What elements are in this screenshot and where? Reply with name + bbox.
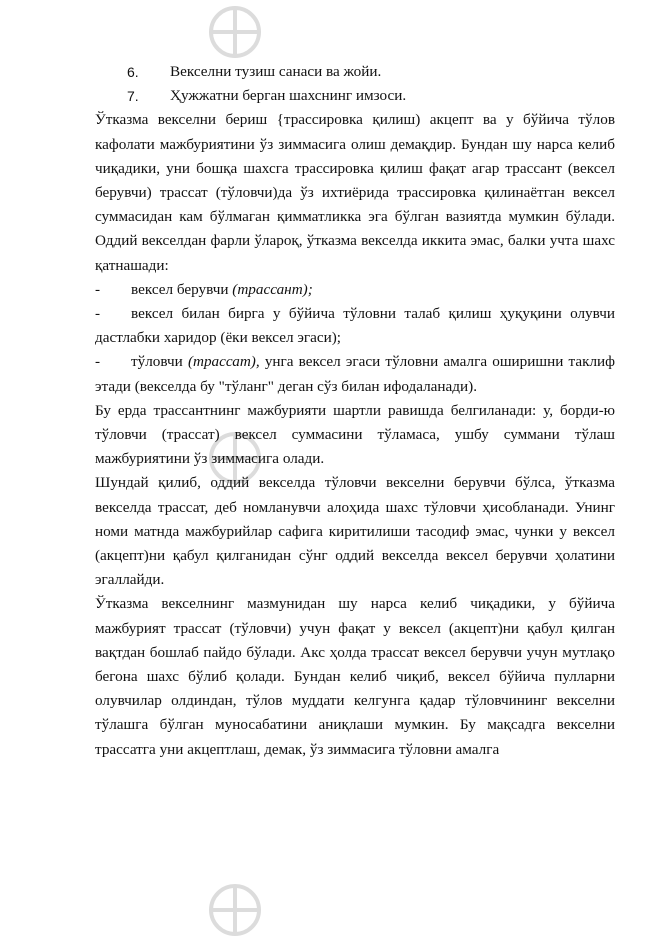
document-body [95,60,615,762]
list-item-text: тўловчи [131,353,188,371]
list-item-trassant [95,278,615,302]
watermark-logo-icon [205,2,265,62]
numbered-item-6 [95,60,615,84]
list-item-text-cont: унга вексел эгаси тўловни амалга оширишни таклиф этади (векселда бу "тўланг" деган сўз билан ифодаланади). [95,353,616,395]
dash-bullet-icon: - [95,353,101,371]
list-item-text: вексел билан бирга у бўйича тўловни талаб қилиш ҳуқуқини олувчи дастлабки харидор (ёки вексел эгаси); [95,305,615,347]
paragraph-4: Ўтказма векселнинг мазмунидан шу нарса келиб чиқадики, у бўйича мажбурият трассат (тўловчи) учун фақат у вексел (акцепт)ни қабул қилган вақтдан бошлаб пайдо бўлади. Акс ҳолда трассат вексел берувчи учун мутлақо бегона шахс бўлиб қолади. Бундан келиб чиқиб, вексел бўйича пулларни олувчилар олдиндан, тўлов муддати келгунга қадар тўловчининг векселни тўлашга бўлган муносабатини аниқлаши мумкин. Бу мақсадга векселни трассатга уни акцептлаш, демак, ўз зиммасига тўловни амалга [95,595,615,758]
list-item-trassat [95,350,615,398]
list-item-term: (трассант); [232,280,313,298]
paragraph-3: Шундай қилиб, оддий векселда тўловчи векселни берувчи бўлса, ўтказма векселда трассат, деб номланувчи алоҳида шахс тўловчи ҳисобланади. Унинг номи матнда мажбурийлар сафига киритилиши тасодиф эмас, чунки у вексел (акцепт)ни қабул қилганидан сўнг оддий векселда вексел берувчи ҳолатини эгаллайди. [95,474,615,589]
item-text: Векселни тузиш санаси ва жойи. [170,63,382,80]
paragraph-2: Бу ерда трассантнинг мажбурияти шартли равишда белгиланади: у, борди-ю тўловчи (трассат) вексел суммасини тўламаса, ушбу суммани тўлаш мажбуриятини ўз зиммасига олади. [95,401,615,468]
watermark-logo-icon [205,880,265,940]
list-item-holder [95,302,615,350]
list-item-term: (трассат), [187,353,260,371]
item-number: 7. [127,88,139,105]
numbered-item-7 [95,84,615,108]
list-item-text: вексел берувчи [131,280,233,298]
item-number: 6. [127,64,139,80]
paragraph-1: Ўтказма векселни бериш {трассировка қилиш) акцепт ва у бўйича тўлов кафолати мажбуриятини ўз зиммасига олиш демақдир. Бундан шу нарса келиб чиқадики, уни бошқа шахсга трассировка қилиш фақат агар трассант (вексел берувчи) трассат (тўловчи)да ўз ихтиёрида трассировка қилинаётган вексел суммасидан кам бўлмаган қимматликка эга бўлган вазиятда мумкин бўлади. Оддий векселдан фарли ўлароқ, ўтказма векселда иккита эмас, балки учта шахс қатнашади: [95,111,615,274]
dash-bullet-icon: - [95,305,101,322]
item-text: Ҳужжатни берган шахснинг имзоси. [170,87,407,105]
dash-bullet-icon: - [95,280,101,298]
